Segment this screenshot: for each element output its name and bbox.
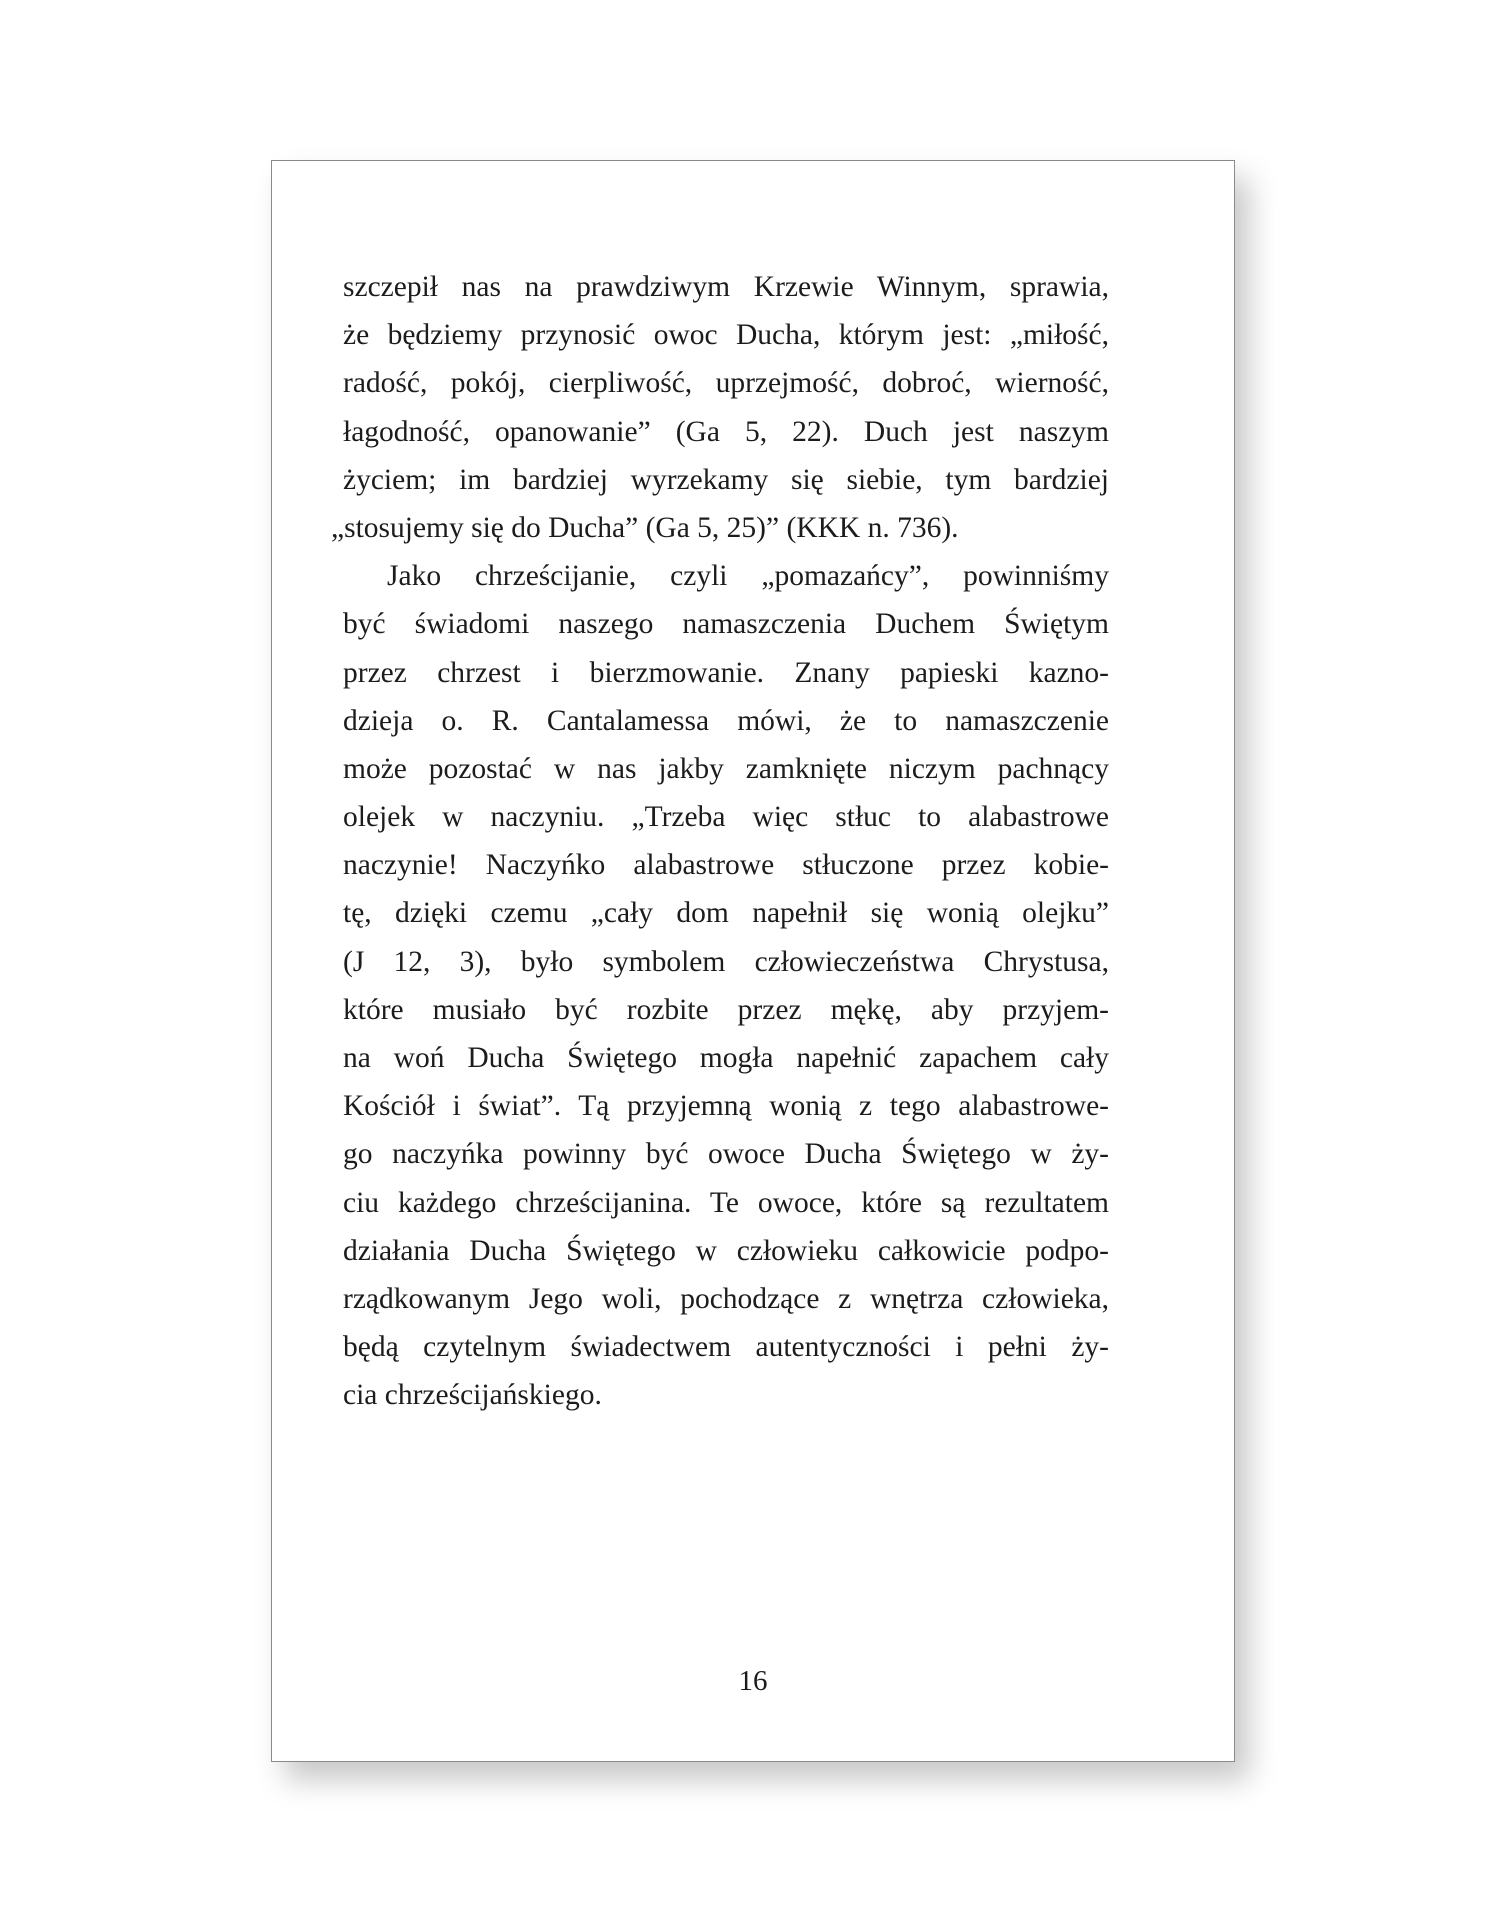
- text-line: będą czytelnym świadectwem autentyczności i pełni ży-: [343, 1331, 1109, 1364]
- text-line: szczepił nas na prawdziwym Krzewie Winnym, sprawia,: [343, 271, 1109, 303]
- text-line: tę, dzięki czemu „cały dom napełnił się wonią olejku”: [343, 897, 1109, 930]
- text-line: (J 12, 3), było symbolem człowieczeństwa Chrystusa,: [343, 945, 1109, 978]
- text-line: naczynie! Naczyńko alabastrowe stłuczone przez kobie-: [343, 849, 1109, 882]
- text-line: radość, pokój, cierpliwość, uprzejmość, dobroć, wierność,: [343, 367, 1109, 400]
- text-line: może pozostać w nas jakby zamknięte niczym pachnący: [343, 752, 1109, 785]
- text-line: ciu każdego chrześcijanina. Te owoce, które są rezultatem: [343, 1186, 1109, 1219]
- text-line: na woń Ducha Świętego mogła napełnić zapachem cały: [343, 1042, 1109, 1074]
- text-line: olejek w naczyniu. „Trzeba więc stłuc to alabastrowe: [343, 801, 1109, 834]
- text-line: które musiało być rozbite przez mękę, aby przyjem-: [343, 993, 1109, 1026]
- text-line: Kościół i świat”. Tą przyjemną wonią z tego alabastrowe-: [343, 1090, 1109, 1123]
- text-line: cia chrześcijańskiego.: [343, 1379, 602, 1412]
- text-line: go naczyńka powinny być owoce Ducha Świętego w ży-: [343, 1138, 1109, 1171]
- page-number: 16: [738, 1665, 768, 1697]
- text-line: być świadomi naszego namaszczenia Duchem Świętym: [343, 608, 1109, 641]
- text-line: działania Ducha Świętego w człowieku całkowicie podpo-: [343, 1234, 1109, 1267]
- text-line: dzieja o. R. Cantalamessa mówi, że to namaszczenie: [343, 704, 1109, 737]
- text-line: łagodność, opanowanie” (Ga 5, 22). Duch jest naszym: [343, 415, 1109, 448]
- text-line: że będziemy przynosić owoc Ducha, którym jest: „miłość,: [343, 319, 1109, 352]
- text-line: „stosujemy się do Ducha” (Ga 5, 25)” (KKK n. 736).: [331, 511, 959, 544]
- text-line: życiem; im bardziej wyrzekamy się siebie, tym bardziej: [343, 463, 1109, 496]
- body-text: [331, 263, 1109, 1420]
- text-line: rządkowanym Jego woli, pochodzące z wnętrza człowieka,: [343, 1282, 1109, 1315]
- book-page: [271, 160, 1235, 1762]
- text-line: przez chrzest i bierzmowanie. Znany papieski kazno-: [343, 656, 1109, 689]
- paragraph-first-line: Jako chrześcijanie, czyli „pomazańcy”, powinniśmy: [387, 560, 1109, 593]
